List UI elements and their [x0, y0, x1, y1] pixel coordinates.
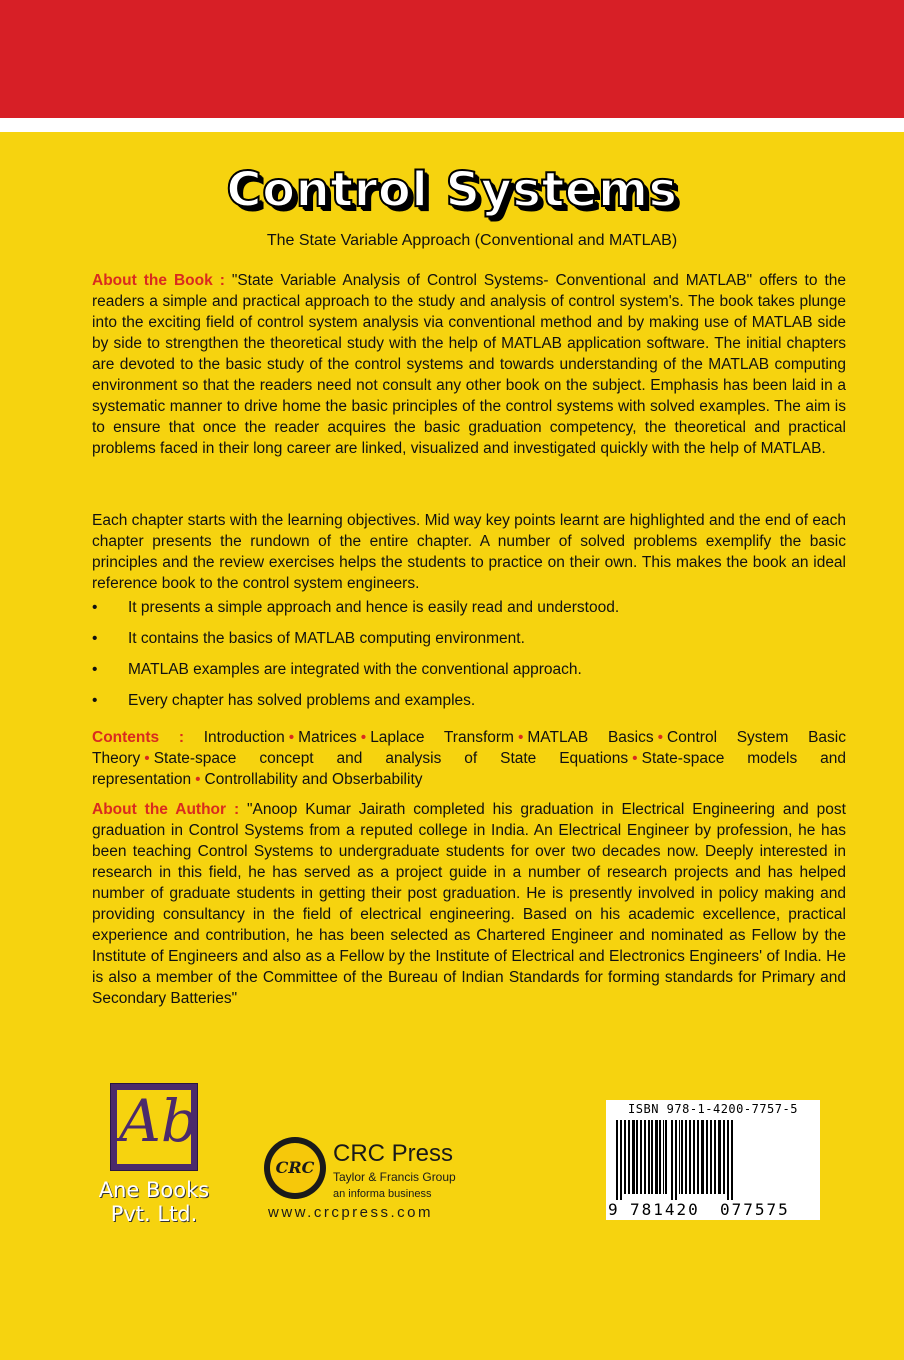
contents-item: State-space models and representation — [92, 750, 847, 788]
top-red-band — [0, 0, 904, 118]
contents-item: Laplace Transform — [370, 729, 514, 746]
barcode-bar — [665, 1120, 667, 1194]
barcode-digits-right: 077575 — [720, 1200, 790, 1219]
barcode-bar — [685, 1120, 687, 1194]
barcode-bars-icon — [616, 1120, 816, 1200]
barcode-bar — [663, 1120, 664, 1194]
barcode-bar — [636, 1120, 638, 1194]
barcode-bar — [679, 1120, 680, 1194]
feature-bullet-list — [92, 598, 846, 722]
barcode-bar — [632, 1120, 635, 1194]
contents-paragraph — [92, 727, 846, 790]
separator-dot-icon: • — [517, 729, 524, 746]
contents-item: State-space concept and analysis of State Equations — [153, 750, 629, 767]
barcode-bar — [697, 1120, 699, 1194]
ane-books-name — [84, 1178, 224, 1226]
separator-dot-icon: • — [288, 729, 295, 746]
separator-dot-icon: • — [360, 729, 367, 746]
ane-books-logo — [110, 1083, 198, 1171]
barcode-bar — [675, 1120, 677, 1200]
bullet-text: Every chapter has solved problems and examples. — [128, 692, 476, 709]
list-item — [92, 629, 846, 660]
about-the-book-paragraph — [92, 270, 846, 459]
barcode-bar — [648, 1120, 650, 1194]
list-item — [92, 691, 846, 722]
barcode-bar — [731, 1120, 733, 1200]
bullet-icon: • — [92, 599, 98, 616]
barcode-bar — [710, 1120, 712, 1194]
about-the-author-paragraph — [92, 799, 846, 1009]
ane-books-name-line2: Pvt. Ltd. — [110, 1202, 198, 1226]
contents-item: Controllability and Obserbability — [204, 771, 423, 788]
crc-website: www.crcpress.com — [268, 1204, 434, 1221]
contents-label: Contents : — [92, 729, 185, 746]
barcode-bar — [659, 1120, 661, 1194]
ane-monogram: Ab — [119, 1087, 199, 1155]
barcode-bar — [655, 1120, 658, 1194]
barcode-bar — [714, 1120, 716, 1194]
isbn-barcode — [606, 1100, 820, 1220]
bullet-text: It contains the basics of MATLAB computing environment. — [128, 630, 525, 647]
barcode-bar — [689, 1120, 691, 1194]
contents-item: Matrices — [298, 729, 357, 746]
ane-books-name-line1: Ane Books — [98, 1178, 210, 1202]
crc-logo-text: CRC — [270, 1143, 320, 1193]
barcode-bar — [718, 1120, 721, 1194]
barcode-bar — [671, 1120, 673, 1200]
barcode-bar — [640, 1120, 642, 1194]
contents-item: Control System Basic Theory — [92, 729, 846, 767]
about-the-book-label: About the Book : — [92, 272, 225, 289]
barcode-digits — [606, 1200, 820, 1220]
barcode-bar — [651, 1120, 653, 1194]
barcode-bar — [706, 1120, 708, 1194]
crc-group-name: Taylor & Francis Group — [333, 1170, 456, 1184]
barcode-bar — [693, 1120, 695, 1194]
barcode-bar — [620, 1120, 622, 1200]
crc-press-name: CRC Press — [333, 1140, 454, 1167]
book-subtitle: The State Variable Approach (Conventional and MATLAB) — [266, 232, 678, 249]
barcode-bar — [644, 1120, 646, 1194]
crc-logo-icon — [264, 1137, 326, 1199]
barcode-digit-first: 9 — [608, 1200, 618, 1219]
separator-dot-icon: • — [657, 729, 664, 746]
separator-dot-icon: • — [195, 771, 201, 788]
barcode-digits-left: 781420 — [630, 1200, 700, 1219]
bullet-icon: • — [92, 630, 98, 647]
list-item — [92, 598, 846, 629]
separator-dot-icon: • — [632, 750, 638, 767]
isbn-label: ISBN 978-1-4200-7757-5 — [628, 1102, 798, 1116]
barcode-bar — [727, 1120, 729, 1200]
about-the-author-label: About the Author : — [92, 801, 240, 818]
bullet-text: It presents a simple approach and hence is easily read and understood. — [128, 599, 620, 616]
barcode-bar — [723, 1120, 725, 1194]
chapter-structure-paragraph: Each chapter starts with the learning objectives. Mid way key points learnt are highlighted and the end of each chapter presents the rundown of the entire chapter. A number of solved problems exemplify the basic principles and the review exercises helps the students to practice on their own. This makes the book an ideal reference book to the control system engineers. — [92, 512, 846, 592]
about-the-book-text: "State Variable Analysis of Control Systems- Conventional and MATLAB" offers to the readers a simple and practical approach to the study and analysis of control system's. The book takes plunge into the exciting field of control system analysis via conventional method and by making use of MATLAB side by side to strengthen the theoretical study with the help of MATLAB application software. The initial chapters are devoted to the basic study of the control systems and towards understanding of the MATLAB computing environment so that the readers need not consult any other book on the subject. Emphasis has been laid in a systematic manner to drive home the basic principles of the control systems with solved examples. The aim is to ensure that once the reader acquires the basic graduation competency, the theoretical and practical problems faced in their long career are linked, visualized and investigated quickly with the help of MATLAB. — [92, 272, 847, 457]
barcode-bar — [628, 1120, 630, 1194]
barcode-bar — [624, 1120, 626, 1194]
contents-item: Introduction — [203, 729, 285, 746]
bullet-text: MATLAB examples are integrated with the conventional approach. — [128, 661, 582, 678]
barcode-bar — [681, 1120, 683, 1194]
barcode-bar — [701, 1120, 704, 1194]
barcode-bar — [616, 1120, 618, 1200]
white-divider-strip — [0, 118, 904, 132]
crc-informa-tagline: an informa business — [333, 1188, 432, 1200]
book-title: Control Systems — [226, 162, 678, 218]
about-the-author-text: "Anoop Kumar Jairath completed his graduation in Electrical Engineering and post graduation in Control Systems from a reputed college in India. An Electrical Engineer by profession, he has been teaching Control Systems to undergraduate students for over two decades now. Deeply interested in research in this field, he has served as a project guide in a number of research projects and has helped number of graduate students in getting their post graduation. He is presently involved in policy making and providing consultancy in the field of electrical engineering. Based on his academic excellence, practical experience and contribution, he has been selected as Chartered Engineer and nominated as Fellow by the Institute of Engineers and also as a Fellow by the Institute of Electrical and Electronics Engineers' of India. He is also a member of the Committee of the Bureau of Indian Standards for forming standards for Primary and Secondary Batteries" — [92, 801, 846, 1007]
bullet-icon: • — [92, 661, 98, 678]
contents-item: MATLAB Basics — [527, 729, 654, 746]
separator-dot-icon: • — [144, 750, 150, 767]
list-item — [92, 660, 846, 691]
bullet-icon: • — [92, 692, 98, 709]
